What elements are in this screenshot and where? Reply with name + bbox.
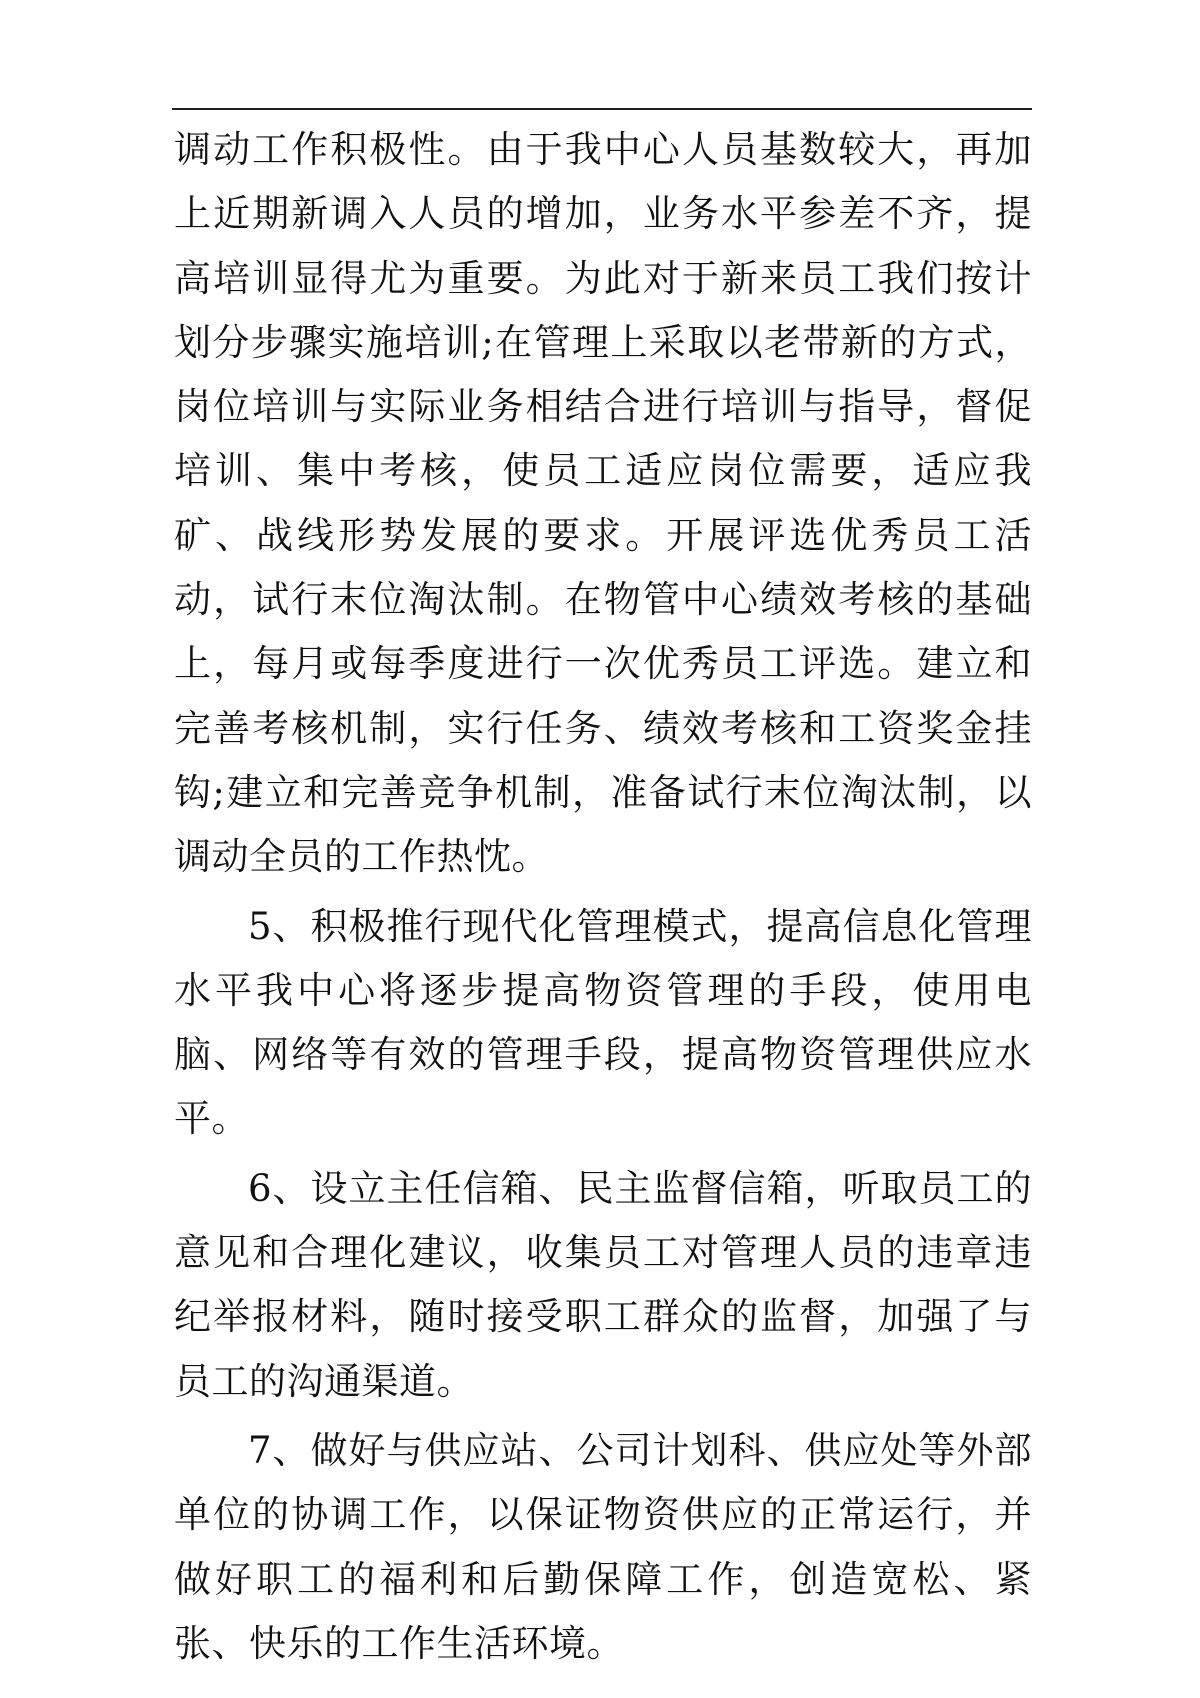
paragraph-item-7: 7、做好与供应站、公司计划科、供应处等外部单位的协调工作，以保证物资供应的正常运行，并做好职工的福利和后勤保障工作，创造宽松、紧张、快乐的工作生活环境。 <box>174 1428 1032 1665</box>
paragraph-item-6: 6、设立主任信箱、民主监督信箱，听取员工的意见和合理化建议，收集员工对管理人员的违章违纪举报材料，随时接受职工群众的监督，加强了与员工的沟通渠道。 <box>174 1166 1032 1403</box>
header-rule <box>172 108 1032 110</box>
document-body <box>174 118 1032 1676</box>
paragraph-staff-training: 调动工作积极性。由于我中心人员基数较大，再加上近期新调入人员的增加，业务水平参差不齐，提高培训显得尤为重要。为此对于新来员工我们按计划分步骤实施培训;在管理上采取以老带新的方式，岗位培训与实际业务相结合进行培训与指导，督促培训、集中考核，使员工适应岗位需要，适应我矿、战线形势发展的要求。开展评选优秀员工活动，试行末位淘汰制。在物管中心绩效考核的基础上，每月或每季度进行一次优秀员工评选。建立和完善考核机制，实行任务、绩效考核和工资奖金挂钩;建立和完善竞争机制，准备试行末位淘汰制，以调动全员的工作热忱。 <box>174 128 1032 879</box>
paragraph-item-5: 5、积极推行现代化管理模式，提高信息化管理水平我中心将逐步提高物资管理的手段，使用电脑、网络等有效的管理手段，提高物资管理供应水平。 <box>174 904 1032 1141</box>
